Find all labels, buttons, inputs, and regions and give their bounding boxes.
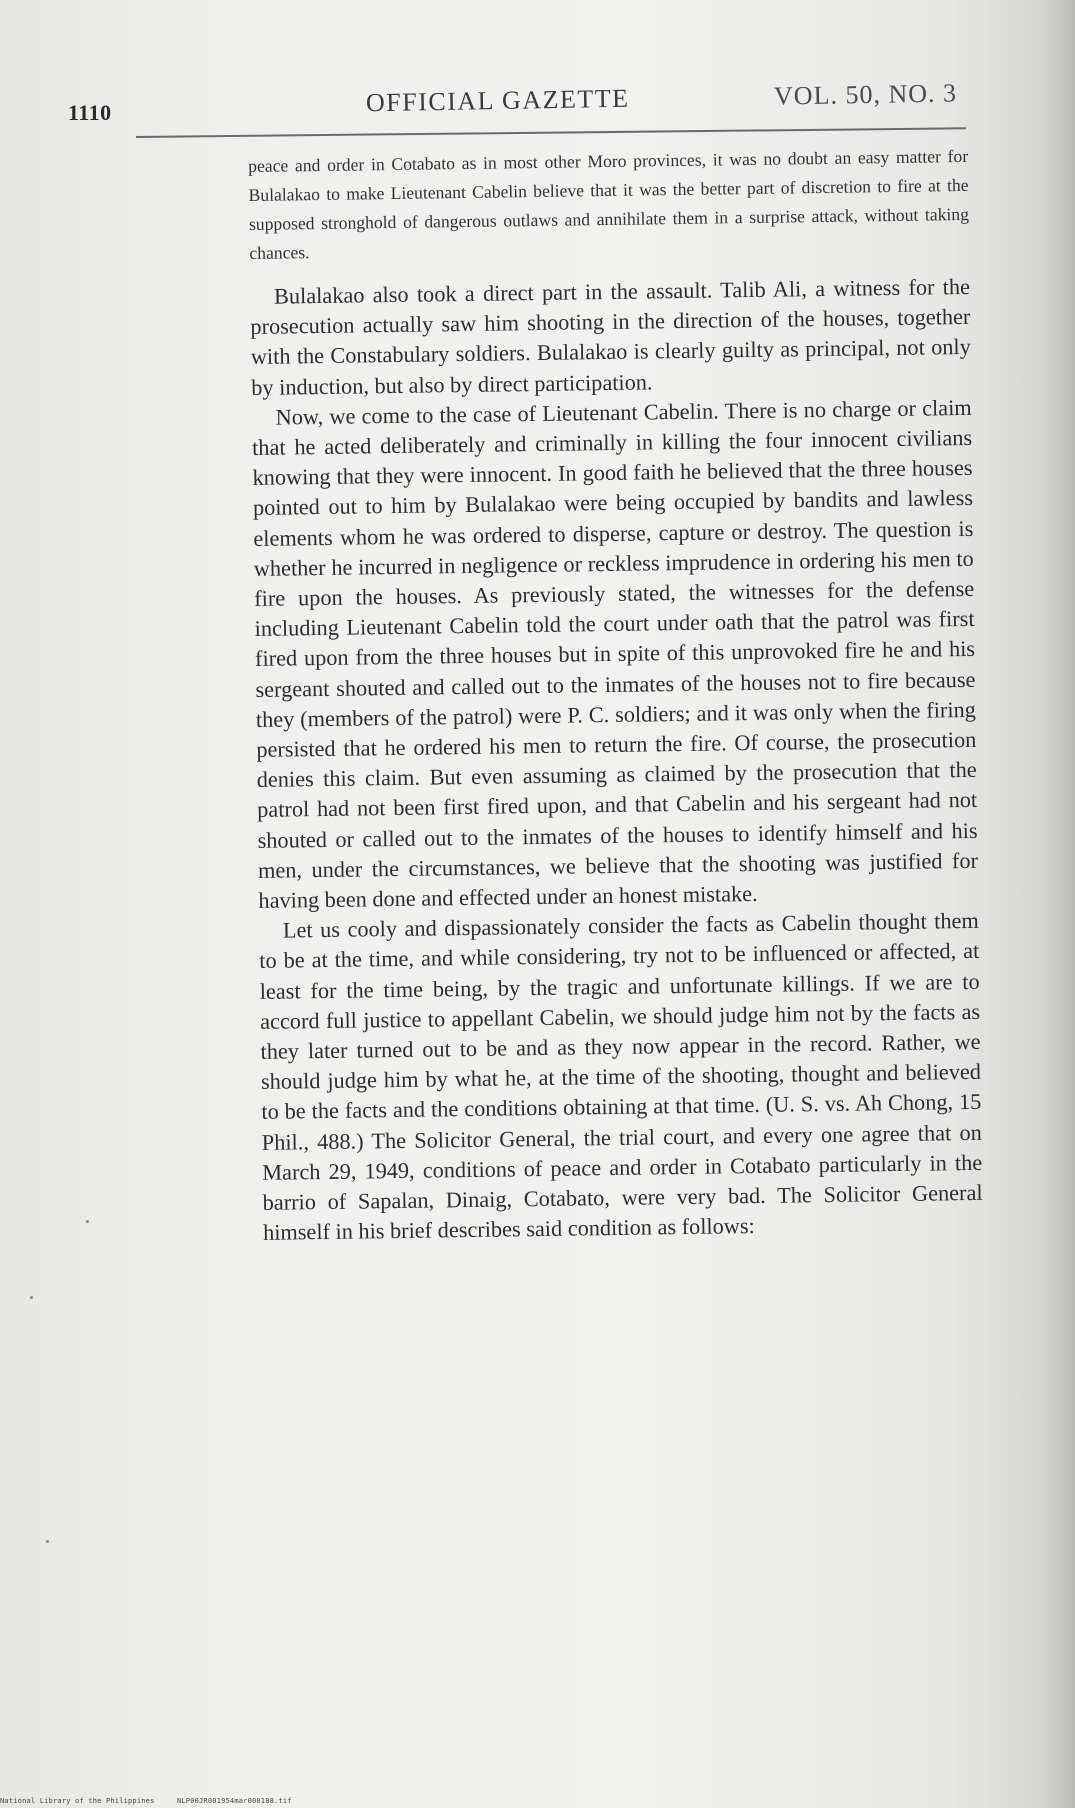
body-text [248,142,983,1248]
scan-speck [30,1296,33,1299]
paragraph-assault: Bulalakao also took a direct part in the assault. Talib Ali, a witness for the prosecution actually saw him shooting in the direction of the houses, together with the Constabulary soldiers. Bulalakao is clearly guilty as principal, not only by induction, but also by direct participation. [250,273,971,400]
scan-footer [0,1797,292,1805]
paragraph-consider-facts: Let us cooly and dispassionately consider the facts as Cabelin thought them to be at the time, and while considering, try not to be influenced or affected, at least for the time being, by the tragic and unfortunate killings. If we are to accord full justice to appellant Cabelin, we should judge him not by the facts as they later turned out to be and as they now appear in the record. Rather, we should judge him by what he, at the time of the shooting, thought and believed to be the facts and the conditions obtaining at that time. (U. S. vs. Ah Chong, 15 Phil., 488.) The Solicitor General, the trial court, and every one agree that on March 29, 1949, conditions of peace and order in Cotabato particularly in the barrio of Sapalan, Dinaig, Cotabato, were very bad. The Solicitor General himself in his brief describes said condition as follows: [259,908,983,1246]
page-edge-shadow [1041,0,1075,1808]
quoted-passage: peace and order in Cotabato as in most other Moro provinces, it was no doubt an easy matter for Bulalakao to make Lieutenant Cabelin believe that it was the better part of discretion to fire at the supposed stronghold of dangerous outlaws and annihilate them in a surprise attack, without taking chances. [248,145,970,263]
page-number: 1110 [68,100,112,125]
footer-library: National Library of the Philippines [0,1797,155,1805]
scan-speck [46,1540,49,1543]
paragraph-cabelin-case: Now, we come to the case of Lieutenant Cabelin. There is no charge or claim that he acted deliberately and criminally in killing the four innocent civilians knowing that they were innocent. In good faith he believed that the three houses pointed out to him by Bulalakao were being occupied by bandits and lawless elements whom he was ordered to disperse, capture or destroy. The question is whether he incurred in negligence or reckless imprudence in ordering his men to fire upon the houses. As previously stated, the witnesses for the defense including Lieutenant Cabelin told the court under oath that the patrol was first fired upon from the three houses but in spite of this unprovoked fire he and his sergeant shouted and called out to the inmates of the houses not to fire because they (members of the patrol) were P. C. soldiers; and it was only when the firing persisted that he ordered his men to return the fire. Of course, the prosecution denies this claim. But even assuming as claimed by the prosecution that the patrol had not been first fired upon, and that Cabelin and his sergeant had not shouted or called out to the inmates of the houses to identify himself and his men, under the circumstances, we believe that the shooting was justified for having been done and effected under an honest mistake. [251,394,979,913]
volume-label: VOL. 50, NO. 3 [773,78,958,111]
header-rule [136,127,966,138]
running-title: OFFICIAL GAZETTE [365,83,630,118]
scan-speck [86,1220,89,1223]
footer-file-id: NLP00JR001954mar000188.tif [176,1797,292,1805]
